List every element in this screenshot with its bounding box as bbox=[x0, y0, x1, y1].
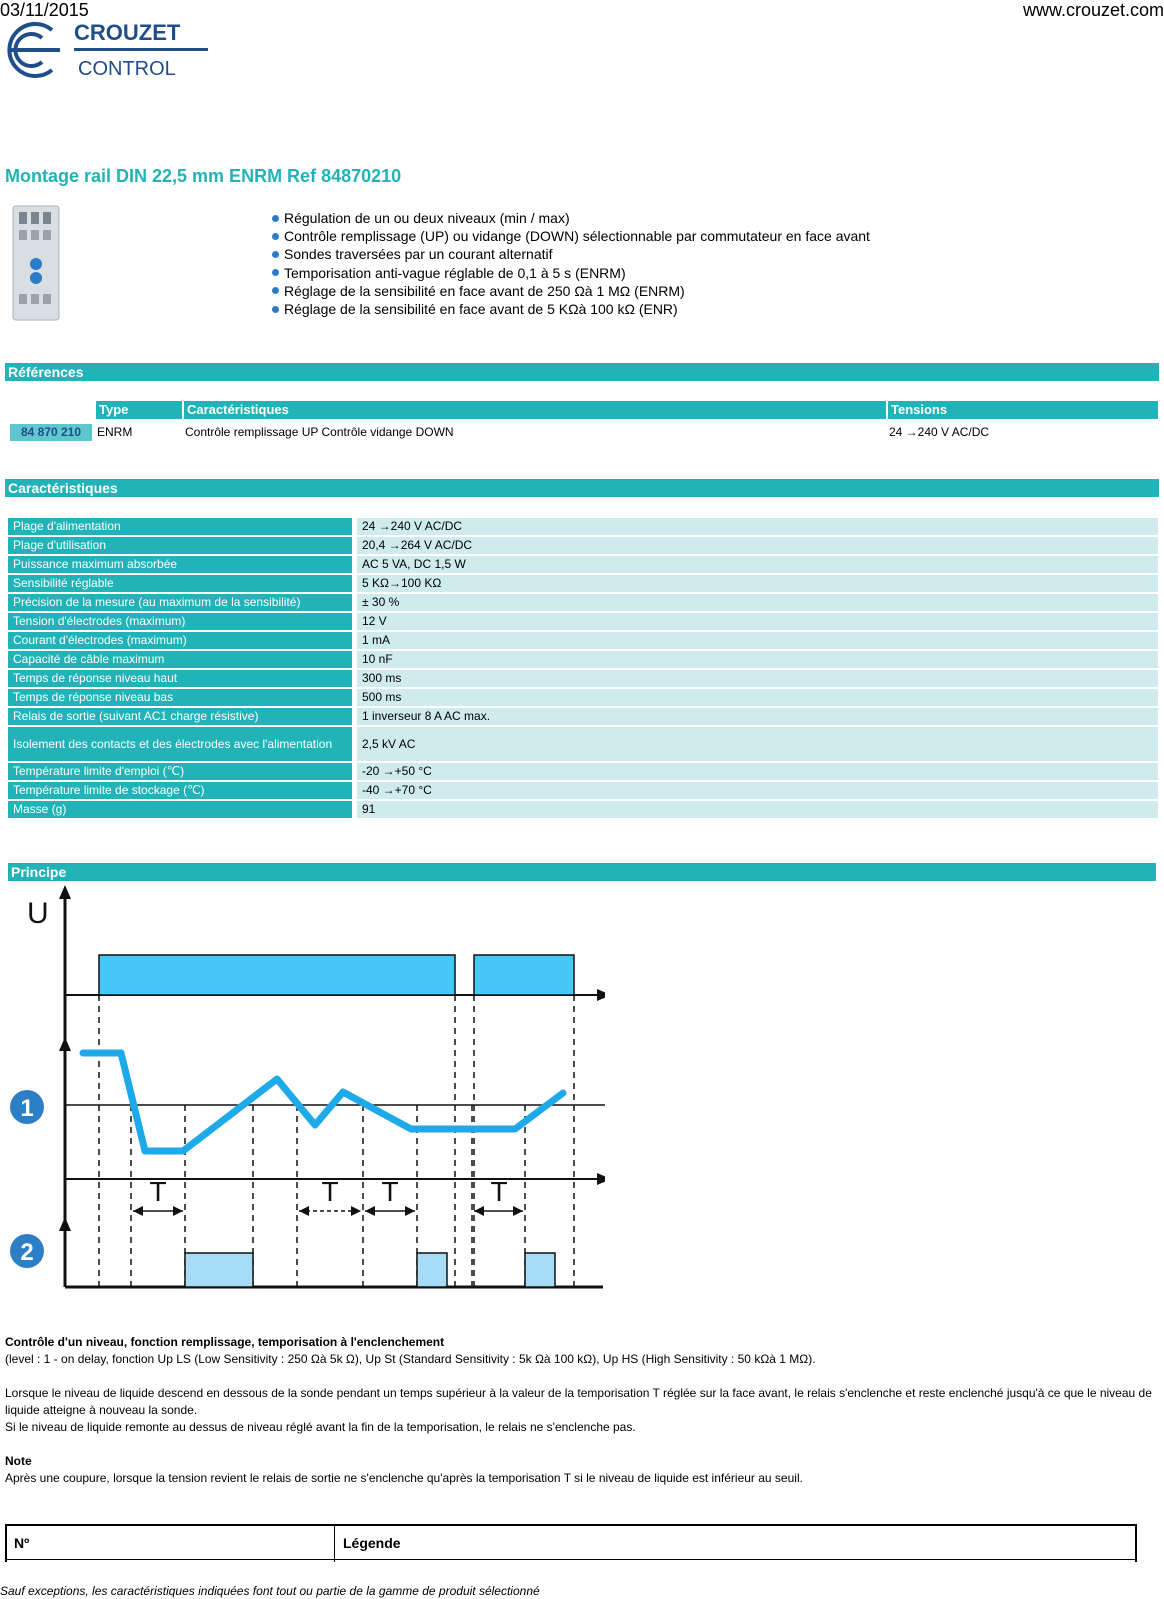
bullet-icon bbox=[272, 251, 279, 258]
table-row: Puissance maximum absorbée AC 5 VA, DC 1,5 W bbox=[8, 556, 1158, 573]
svg-text:1: 1 bbox=[20, 1095, 34, 1122]
legend-header-number: Nº bbox=[14, 1535, 30, 1551]
principle-heading: Contrôle d'un niveau, fonction remplissage, temporisation à l'enclenchement bbox=[5, 1335, 445, 1349]
website-url[interactable]: www.crouzet.com bbox=[1022, 0, 1164, 20]
table-row: Temps de réponse niveau haut 300 ms bbox=[8, 670, 1158, 687]
references-section-title: Références bbox=[5, 363, 1159, 381]
feature-item: Régulation de un ou deux niveaux (min / max) bbox=[272, 209, 870, 227]
principle-text bbox=[5, 1334, 1155, 1487]
delay-label-t: T bbox=[490, 1176, 508, 1207]
footer-disclaimer: Sauf exceptions, les caractéristiques indiquées font tout ou partie de la gamme de produit sélectionné bbox=[0, 1584, 540, 1598]
table-row: Précision de la mesure (au maximum de la sensibilité) ± 30 % bbox=[8, 594, 1158, 611]
feature-item: Réglage de la sensibilité en face avant de 250 Ωà 1 MΩ (ENRM) bbox=[272, 282, 870, 300]
bullet-icon bbox=[272, 233, 279, 240]
feature-item: Sondes traversées par un courant alternatif bbox=[272, 245, 870, 263]
characteristics-section-title: Caractéristiques bbox=[5, 479, 1159, 497]
bullet-icon bbox=[272, 215, 279, 222]
feature-item: Temporisation anti-vague réglable de 0,1 à 5 s (ENRM) bbox=[272, 264, 870, 282]
table-row: Masse (g) 91 bbox=[8, 801, 1158, 818]
print-date: 03/11/2015 bbox=[0, 0, 89, 20]
crouzet-logo bbox=[2, 18, 210, 80]
table-row: Température limite de stockage (℃) -40 →+70 °C bbox=[8, 782, 1158, 799]
ref-header-characteristics: Caractéristiques bbox=[184, 401, 886, 419]
relay-bar-3 bbox=[525, 1253, 555, 1287]
table-row: Courant d'électrodes (maximum) 1 mA bbox=[8, 632, 1158, 649]
supply-bar-1 bbox=[99, 955, 455, 995]
feature-item: Réglage de la sensibilité en face avant de 5 KΩà 100 kΩ (ENR) bbox=[272, 300, 870, 318]
ref-voltage: 24 →240 V AC/DC bbox=[889, 425, 990, 439]
svg-text:2: 2 bbox=[20, 1239, 34, 1266]
note-title: Note bbox=[5, 1454, 32, 1468]
table-row: Plage d'alimentation 24 →240 V AC/DC bbox=[8, 518, 1158, 535]
timing-diagram bbox=[7, 885, 605, 1297]
page-title: Montage rail DIN 22,5 mm ENRM Ref 84870210 bbox=[5, 166, 402, 186]
logo-brand: CROUZET bbox=[74, 20, 181, 45]
table-row: Relais de sortie (suivant AC1 charge résistive) 1 inverseur 8 A AC max. bbox=[8, 708, 1158, 725]
logo-sub: CONTROL bbox=[78, 58, 176, 80]
table-row: Temps de réponse niveau bas 500 ms bbox=[8, 689, 1158, 706]
delay-label-t: T bbox=[149, 1176, 167, 1207]
principle-paragraph: Si le niveau de liquide remonte au dessus de niveau réglé avant la fin de la temporisation, le relais ne s'enclenche pas. bbox=[5, 1420, 636, 1434]
bullet-icon bbox=[272, 306, 279, 313]
table-row: Sensibilité réglable 5 KΩ→100 KΩ bbox=[8, 575, 1158, 592]
supply-bar-2 bbox=[474, 955, 574, 995]
principle-paragraph: Lorsque le niveau de liquide descend en dessous de la sonde pendant un temps supérieur à la valeur de la temporisation T réglée sur la face avant, le relais s'enclenche et reste enclenché jusqu'à ce que le niveau de liquide atteigne à nouveau la sonde. bbox=[5, 1386, 1152, 1417]
ref-characteristics: Contrôle remplissage UP Contrôle vidange DOWN bbox=[185, 425, 454, 439]
table-row: Tension d'électrodes (maximum) 12 V bbox=[8, 613, 1158, 630]
principle-subtitle: (level : 1 - on delay, fonction Up LS (Low Sensitivity : 250 Ωà 5k Ω), Up St (Standard Sensitivity : 5k Ωà 100 kΩ), Up HS (High Sensitivity : 50 kΩà 1 MΩ). bbox=[5, 1352, 816, 1366]
principle-section-title: Principe bbox=[8, 863, 1156, 881]
feature-list bbox=[272, 209, 870, 318]
reference-code[interactable]: 84 870 210 bbox=[10, 424, 92, 441]
relay-bar-2 bbox=[417, 1253, 447, 1287]
ref-header-type: Type bbox=[96, 401, 182, 419]
delay-label-t: T bbox=[321, 1176, 339, 1207]
delay-label-t: T bbox=[381, 1176, 399, 1207]
legend-table bbox=[5, 1524, 1137, 1562]
note-text: Après une coupure, lorsque la tension revient le relais de sortie ne s'enclenche qu'après la temporisation T si le niveau de liquide est inférieur au seuil. bbox=[5, 1471, 803, 1485]
relay-bar-1 bbox=[185, 1253, 253, 1287]
legend-header-legend: Légende bbox=[343, 1535, 401, 1551]
bullet-icon bbox=[272, 269, 279, 276]
table-row: Isolement des contacts et des électrodes avec l'alimentation 2,5 kV AC bbox=[8, 727, 1158, 761]
ref-header-voltages: Tensions bbox=[888, 401, 1158, 419]
feature-item: Contrôle remplissage (UP) ou vidange (DOWN) sélectionnable par commutateur en face avant bbox=[272, 227, 870, 245]
table-row: Température limite d'emploi (℃) -20 →+50 °C bbox=[8, 763, 1158, 780]
product-image bbox=[5, 202, 75, 325]
characteristics-table bbox=[8, 516, 1158, 820]
table-row: Plage d'utilisation 20,4 →264 V AC/DC bbox=[8, 537, 1158, 554]
bullet-icon bbox=[272, 287, 279, 294]
axis-label-u: U bbox=[27, 897, 49, 930]
table-row: Capacité de câble maximum 10 nF bbox=[8, 651, 1158, 668]
ref-type: ENRM bbox=[97, 425, 133, 439]
